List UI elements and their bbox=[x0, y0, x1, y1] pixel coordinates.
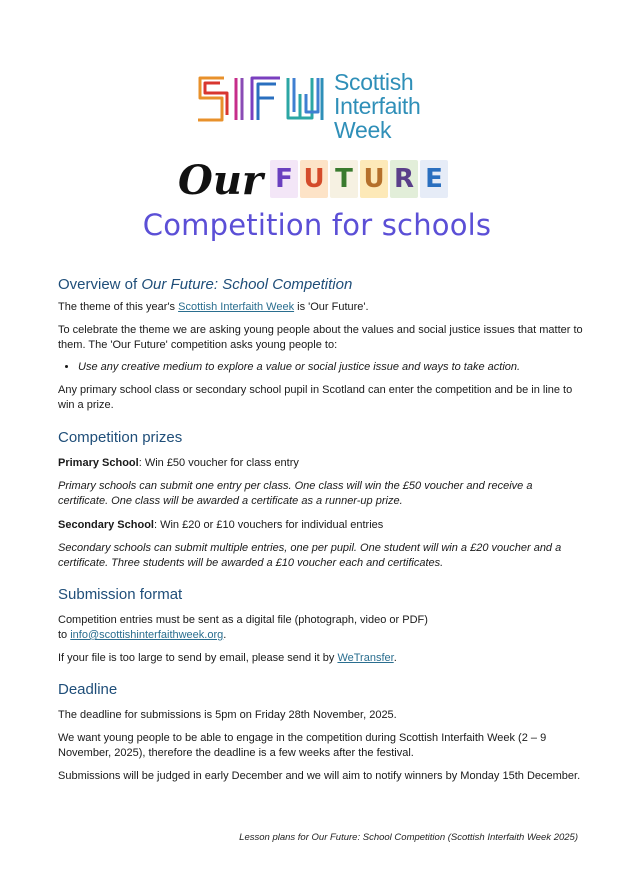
future-letters bbox=[270, 160, 448, 198]
text: If your file is too large to send by email, please send it by bbox=[58, 652, 338, 664]
overview-paragraph-2: To celebrate the theme we are asking young people about the values and social justice issues that matter to them. The 'Our Future' competition asks young people to: bbox=[58, 324, 583, 351]
page-title: Competition for schools bbox=[142, 208, 492, 242]
text: . bbox=[393, 652, 397, 664]
overview-heading-italic: Our Future: School Competition bbox=[141, 276, 353, 293]
deadline-heading: Deadline bbox=[58, 681, 118, 698]
logo-line-3: Week bbox=[334, 117, 392, 143]
future-letter: F bbox=[270, 160, 298, 198]
overview-heading-plain: Overview of bbox=[58, 276, 142, 293]
sifw-logo bbox=[196, 70, 446, 150]
prizes-heading: Competition prizes bbox=[58, 429, 183, 446]
primary-note: Primary schools can submit one entry per class. One class will win the £50 voucher and receive a certificate. One class will be awarded a certificate as a runner-up prize. bbox=[58, 480, 533, 507]
future-letter: U bbox=[300, 160, 328, 198]
wetransfer-link[interactable]: WeTransfer bbox=[337, 652, 394, 664]
our-future-banner bbox=[178, 158, 468, 208]
overview-paragraph-3: Any primary school class or secondary school pupil in Scotland can enter the competition and be in line to win a prize. bbox=[58, 384, 573, 411]
overview-bullet-list bbox=[58, 360, 583, 375]
submission-paragraph-2 bbox=[58, 651, 583, 666]
primary-label: Primary School bbox=[58, 457, 139, 469]
page-footer: Lesson plans for Our Future: School Competition (Scottish Interfaith Week 2025) bbox=[239, 832, 578, 843]
logo-line-2: Interfaith bbox=[334, 93, 421, 119]
email-link[interactable]: info@scottishinterfaithweek.org bbox=[70, 629, 224, 641]
sifw-link[interactable]: Scottish Interfaith Week bbox=[178, 301, 295, 313]
future-letter: R bbox=[390, 160, 418, 198]
deadline-paragraph-2: We want young people to be able to engage in the competition during Scottish Interfaith Week (2 – 9 November, 2025), therefore the deadline is a few weeks after the festival. bbox=[58, 732, 547, 759]
future-letter: T bbox=[330, 160, 358, 198]
future-letter: E bbox=[420, 160, 448, 198]
overview-heading bbox=[58, 276, 583, 294]
list-item: • Use any creative medium to explore a value or social justice issue and ways to take action. bbox=[78, 360, 583, 375]
secondary-label: Secondary School bbox=[58, 519, 154, 531]
deadline-paragraph-3: Submissions will be judged in early December and we will aim to notify winners by Monday 15th December. bbox=[58, 770, 581, 782]
text: Competition entries must be sent as a digital file (photograph, video or PDF) bbox=[58, 614, 428, 626]
primary-prize bbox=[58, 456, 583, 471]
logo-wordmark bbox=[334, 70, 421, 142]
submission-paragraph-1 bbox=[58, 613, 583, 643]
document-body bbox=[58, 276, 583, 784]
submission-heading: Submission format bbox=[58, 586, 183, 603]
text: is 'Our Future'. bbox=[294, 301, 369, 313]
text: . bbox=[223, 629, 227, 641]
text: to bbox=[58, 629, 71, 641]
deadline-paragraph-1: The deadline for submissions is 5pm on Friday 28th November, 2025. bbox=[58, 709, 397, 721]
text: : Win £50 voucher for class entry bbox=[138, 457, 299, 469]
secondary-note: Secondary schools can submit multiple entries, one per pupil. One student will win a £20 voucher and a certificate. Three students will be awarded a £10 voucher each and certificates. bbox=[58, 542, 562, 569]
sifw-monogram-icon bbox=[196, 74, 328, 124]
future-letter: U bbox=[360, 160, 388, 198]
text: The theme of this year's bbox=[58, 301, 179, 313]
logo-line-1: Scottish bbox=[334, 69, 414, 95]
our-word: Our bbox=[178, 157, 263, 204]
secondary-prize bbox=[58, 518, 583, 533]
overview-paragraph-1 bbox=[58, 300, 583, 315]
text: : Win £20 or £10 vouchers for individual entries bbox=[153, 519, 384, 531]
